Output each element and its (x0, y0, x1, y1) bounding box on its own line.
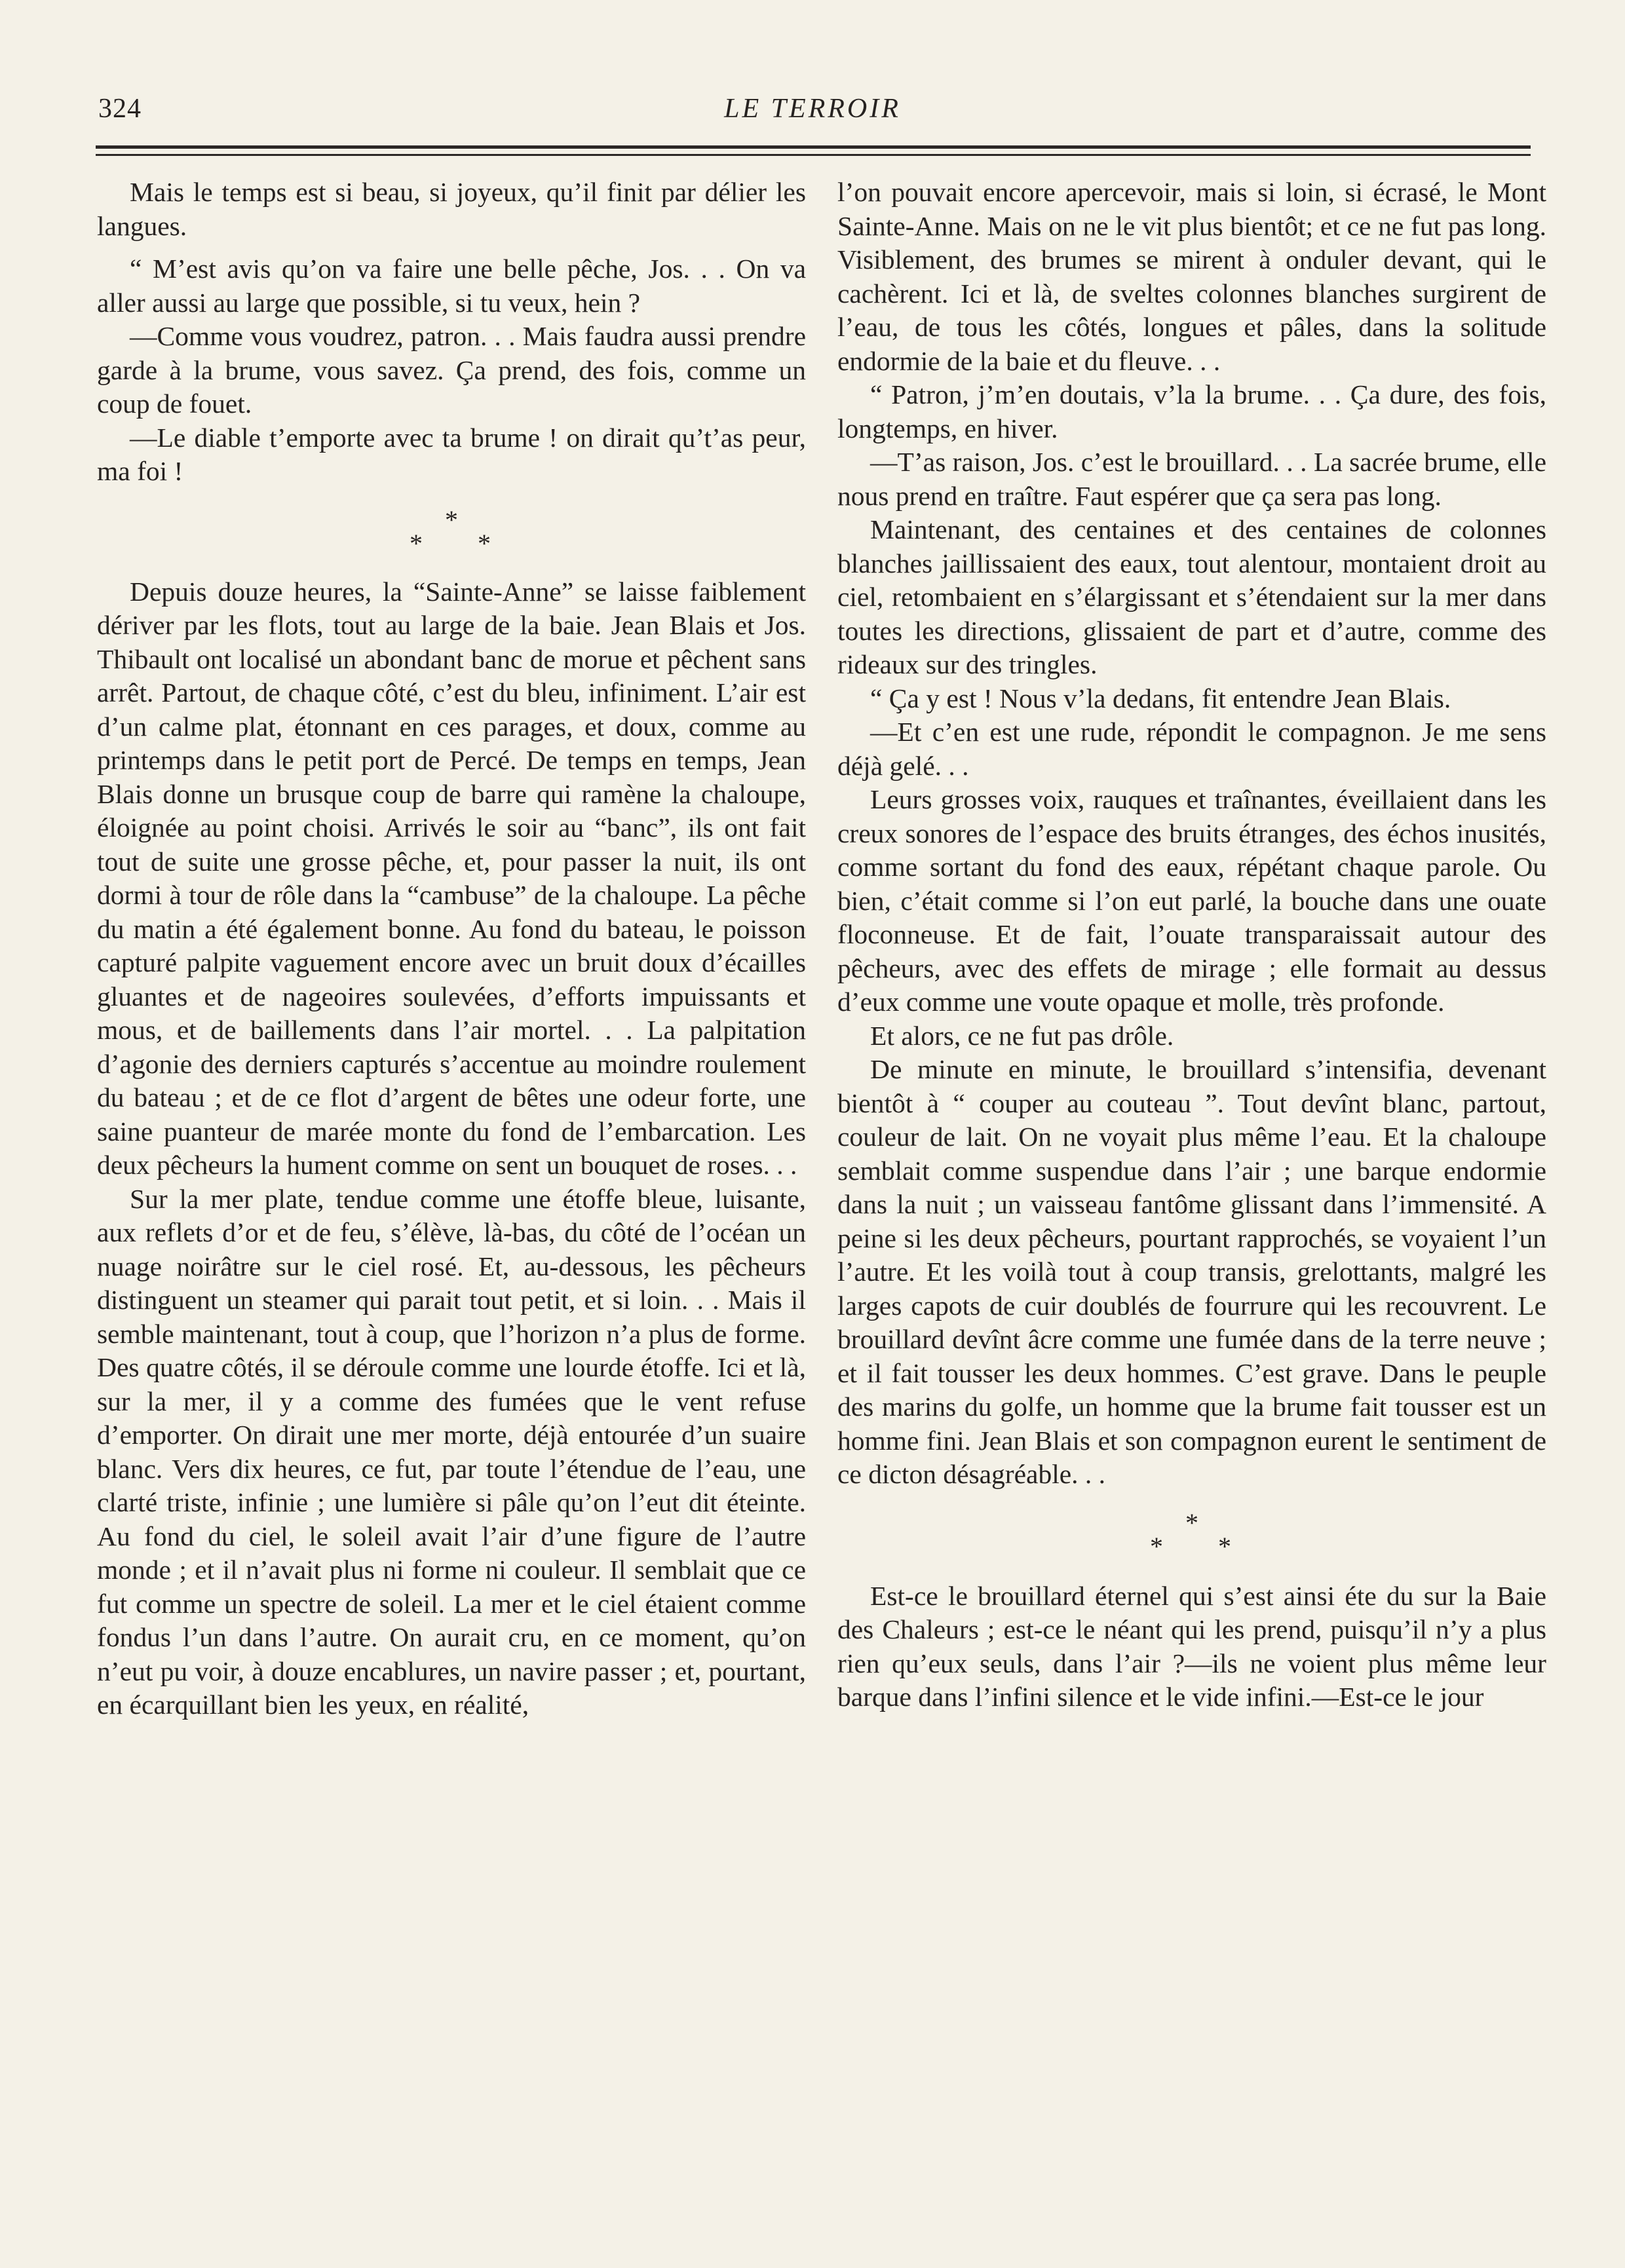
paragraph: Et alors, ce ne fut pas drôle. (870, 1020, 1174, 1051)
paragraph: Depuis douze heures, la “Sainte-Anne” se laisse faiblement dériver par les flots, tout au large de la baie. Jean Blais et Jos. Thibault ont localisé un abondant banc de morue et pêchent sans arrêt. Partout, de chaque côté, c’est du bleu, infiniment. L’air est d’un calme plat, étonnant en ces parages, et doux, comme au printemps dans le petit port de Percé. De temps en temps, Jean Blais donne un brusque coup de barre qui ramène la chaloupe, éloignée au point choisi. Arrivés le soir au “banc”, ils ont fait tout de suite une grosse pêche, et, pour passer la nuit, ils ont dormi à tour de rôle dans la “cambuse” de la chaloupe. La pêche du matin a été également bonne. Au fond du bateau, le poisson capturé palpite vaguement encore avec un bruit doux d’écailles gluantes et de nageoires soulevées, d’efforts impuissants et mous, et de baillements dans l’air mortel. . . La palpitation d’agonie des derniers capturés s’accentue au moindre roulement du bateau ; et de ce flot d’argent de bêtes une odeur forte, une saine puanteur de marée monte du fond de l’embarcation. Les deux pêcheurs la hument comme on sent un bouquet de roses. . . (97, 576, 806, 1180)
paragraph: —Comme vous voudrez, patron. . . Mais faudra aussi prendre garde à la brume, vous savez. Ça prend, des fois, comme un coup de fouet. (97, 321, 806, 419)
paragraph: De minute en minute, le brouillard s’intensifia, devenant bientôt à “ couper au couteau ”. Tout devînt blanc, partout, couleur de lait. On ne voyait plus même l’eau. Et la chaloupe semblait comme suspendue dans l’air ; une barque endormie dans la nuit ; un vaisseau fantôme glissant dans l’immensité. A peine si les deux pêcheurs, pourtant rapprochés, se voyaient l’un l’autre. Et les voilà tout à coup transis, grelottants, malgré les larges capots de cuir doublés de fourrure qui les recouvrent. Le brouillard devînt âcre comme une fumée dans de la terre neuve ; et il fait tousser les deux hommes. C’est grave. Dans le peuple des marins du golfe, un homme que la brume fait tousser est un homme fini. Jean Blais et son compagnon eurent le sentiment de ce dicton désagréable. . . (837, 1054, 1546, 1489)
asterisk-ornament: * (445, 504, 458, 535)
paragraph: —T’as raison, Jos. c’est le brouillard. . . La sacrée brume, elle nous prend en traître. Faut espérer que ça sera pas long. (837, 447, 1546, 511)
paragraph: “ M’est avis qu’on va faire une belle pêche, Jos. . . On va aller aussi au large que possible, si tu veux, hein ? (97, 254, 806, 318)
paragraph: Mais le temps est si beau, si joyeux, qu’il finit par délier les langues. (97, 177, 806, 241)
header-rule-thick (96, 145, 1531, 149)
asterisk-ornament: * (1218, 1531, 1231, 1561)
page-number: 324 (98, 94, 142, 124)
paragraph: Sur la mer plate, tendue comme une étoffe bleue, luisante, aux reflets d’or et de feu, s’élève, là-bas, du côté de l’océan un nuage noirâtre sur le ciel rosé. Et, au-dessous, les pêcheurs distinguent un steamer qui parait tout petit, et si loin. . . Mais il semble maintenant, tout à coup, que l’horizon n’a plus de forme. Des quatre côtés, il se déroule comme une lourde étoffe. Ici et là, sur la mer, il y a comme des fumées que le vent refuse d’emporter. On dirait une mer morte, déjà entourée d’un suaire blanc. Vers dix heures, ce fut, par toute l’étendue de l’eau, une clarté triste, infinie ; une lumière si pâle qu’on l’eut dit éteinte. Au fond du ciel, le soleil avait l’air d’une figure de l’autre monde ; et il n’avait plus ni forme ni couleur. Il semblait que ce fut comme un spectre de soleil. La mer et le ciel étaient comme fondus l’un dans l’autre. On aurait cru, en ce moment, qu’on n’eut pu voir, à douze encablures, un navire passer ; et, pourtant, en écarquillant bien les yeux, en réalité, (97, 1183, 806, 1720)
paragraph: “ Patron, j’m’en doutais, v’la la brume. . . Ça dure, des fois, longtemps, en hiver. (837, 379, 1546, 444)
paragraph: Est-ce le brouillard éternel qui s’est ainsi éte du sur la Baie des Chaleurs ; est-ce le néant qui les prend, puisqu’il n’y a plus rien qu’eux seuls, dans l’air ?—ils ne voient plus même leur barque dans l’infini silence et le vide infini.—Est-ce le jour (837, 1580, 1546, 1712)
paragraph: Maintenant, des centaines et des centaines de colonnes blanches jaillissaient des eaux, tout alentour, montaient droit au ciel, retombaient en s’élargissant et s’étendaient sur la mer dans toutes les directions, glissaient de part et d’autre, comme des rideaux sur des tringles. (837, 514, 1546, 679)
asterisk-ornament: * (1150, 1531, 1163, 1561)
paragraph: —Et c’en est une rude, répondit le compagnon. Je me sens déjà gelé. . . (837, 717, 1546, 781)
paragraph: Leurs grosses voix, rauques et traînantes, éveillaient dans les creux sonores de l’espace des bruits étranges, des échos inusités, comme sortant du fond des eaux, répétant chaque parole. Ou bien, c’était comme si l’on eut parlé, la bouche dans une ouate floconneuse. Et de fait, l’ouate transparaissait autour des pêcheurs, avec des effets de mirage ; elle formait au dessus d’eux comme une voute opaque et molle, très profonde. (837, 784, 1546, 1017)
paragraph: l’on pouvait encore apercevoir, mais si loin, si écrasé, le Mont Sainte-Anne. Mais on ne le vit plus bientôt; et ce ne fut pas long. Visiblement, des brumes se mirent à onduler devant, qui le cachèrent. Ici et là, de sveltes colonnes blanches surgirent de l’eau, de tous les côtés, longues et pâles, dans la solitude endormie de la baie et du fleuve. . . (837, 177, 1546, 376)
header-rule-thin (96, 154, 1531, 156)
section-break-ornament (97, 489, 806, 573)
paragraph: “ Ça y est ! Nous v’la dedans, fit entendre Jean Blais. (870, 683, 1451, 713)
paragraph: —Le diable t’emporte avec ta brume ! on dirait qu’t’as peur, ma foi ! (97, 422, 806, 486)
asterisk-ornament: * (410, 528, 423, 558)
asterisk-ornament: * (1185, 1507, 1198, 1538)
asterisk-ornament: * (478, 528, 491, 558)
section-break-ornament (837, 1492, 1546, 1577)
running-title: LE TERROIR (724, 94, 901, 124)
left-column (97, 176, 806, 1722)
right-column (837, 176, 1546, 1714)
